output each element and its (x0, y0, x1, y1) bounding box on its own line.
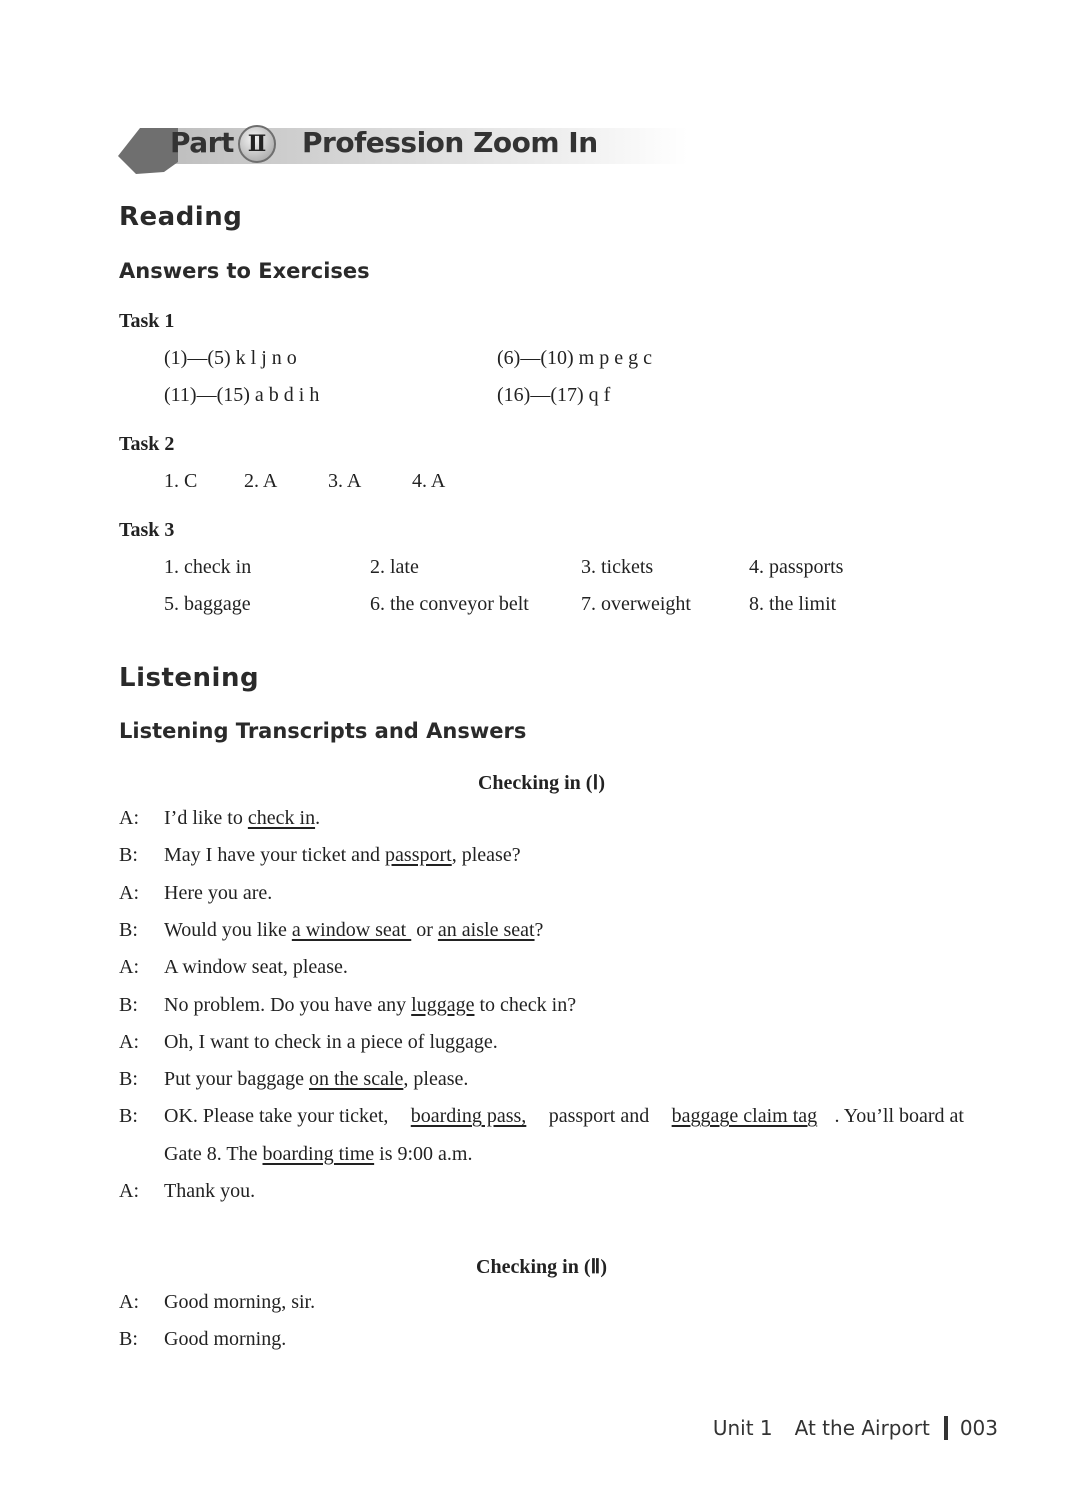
dialog-text: Good morning, sir. (164, 1291, 316, 1313)
footer-page-number: 003 (959, 1416, 998, 1440)
answer-blank: luggage (411, 993, 475, 1016)
dialog-line (164, 1291, 315, 1314)
dialog-text: . (315, 807, 321, 829)
listening-subheading: Listening Transcripts and Answers (119, 719, 527, 743)
answer-blank: boarding time (262, 1142, 375, 1165)
dialog-line (164, 1180, 255, 1203)
dialog-line (164, 882, 272, 905)
dialog-text: Good morning. (164, 1328, 287, 1351)
dialog-text: . You’ll board at (834, 1105, 964, 1128)
speaker-label: A: (119, 956, 139, 979)
dialog-text: to check in? (474, 993, 577, 1016)
dialog-line (164, 919, 543, 942)
dialog-text: passport and (543, 1105, 655, 1128)
dialog-text: or (411, 918, 438, 941)
task3-answer: 6. the conveyor belt (370, 593, 529, 615)
dialog-text: May I have your ticket and (164, 844, 386, 867)
dialog-line (164, 1105, 964, 1128)
reading-subheading: Answers to Exercises (119, 259, 370, 283)
task2-answer: 2. A (244, 470, 278, 492)
answer-blank: a window seat (291, 918, 412, 941)
dialog-line (164, 807, 320, 830)
dialog-title: Checking in (Ⅱ) (476, 1256, 607, 1278)
answer-blank: check in (247, 807, 316, 829)
task2-label: Task 2 (119, 433, 175, 455)
answer-blank: boarding pass, (410, 1105, 527, 1128)
answer-blank: an aisle seat (437, 918, 535, 941)
speaker-label: A: (119, 807, 139, 829)
task1-answer: (1)—(5) k l j n o (164, 347, 297, 369)
speaker-label: A: (119, 1030, 139, 1053)
reading-heading: Reading (119, 202, 243, 232)
task3-answer: 3. tickets (581, 556, 654, 578)
dialog-text: , please? (451, 844, 521, 867)
task1-answer: (16)—(17) q f (497, 384, 611, 406)
banner-title: Profession Zoom In (302, 126, 598, 159)
task3-answer: 8. the limit (749, 593, 837, 615)
speaker-label: B: (119, 1068, 138, 1091)
task1-answer: (11)—(15) a b d i h (164, 384, 320, 406)
dialog-line (164, 844, 521, 867)
dialog-text: Would you like (164, 918, 292, 941)
speaker-label: B: (119, 918, 138, 941)
dialog-line (164, 1031, 498, 1054)
speaker-label: B: (119, 844, 138, 867)
dialog-text: ? (534, 918, 544, 941)
footer-unit-title: At the Airport (794, 1416, 930, 1440)
dialog-text: Gate 8. The (164, 1142, 263, 1165)
dialog-text: OK. Please take your ticket, (164, 1105, 394, 1128)
page-footer (713, 1416, 998, 1440)
footer-divider (944, 1416, 948, 1440)
dialog-line (164, 994, 576, 1017)
banner-tab-shape (118, 122, 178, 178)
task3-answer: 4. passports (749, 556, 844, 578)
task2-answer: 4. A (412, 470, 446, 492)
task2-answer: 1. C (164, 470, 198, 492)
speaker-label: A: (119, 1291, 139, 1313)
dialog-line (164, 956, 348, 979)
banner-part-number: Ⅱ (238, 125, 276, 163)
answer-blank: on the scale (308, 1068, 404, 1091)
task3-answer: 2. late (370, 556, 419, 578)
footer-unit: Unit 1 (712, 1416, 773, 1440)
task3-answer: 7. overweight (581, 593, 691, 615)
speaker-label: B: (119, 1105, 138, 1128)
task1-answer: (6)—(10) m p e g c (497, 347, 652, 369)
dialog-line (164, 1328, 286, 1351)
dialog-text: Thank you. (164, 1180, 256, 1202)
dialog-line (164, 1068, 468, 1091)
task3-answer: 1. check in (164, 556, 252, 578)
listening-heading: Listening (119, 663, 260, 693)
dialog-line (164, 1143, 472, 1166)
task3-answer: 5. baggage (164, 593, 251, 615)
speaker-label: B: (119, 993, 138, 1016)
answer-blank: baggage claim tag (671, 1105, 818, 1128)
speaker-label: A: (119, 1180, 139, 1202)
dialog-text: , please. (403, 1068, 469, 1091)
dialog-text: Oh, I want to check in a piece of luggage. (164, 1030, 498, 1053)
dialog-text: No problem. Do you have any (164, 993, 412, 1016)
speaker-label: B: (119, 1328, 138, 1351)
part-banner (118, 122, 688, 178)
dialog-text: is 9:00 a.m. (374, 1142, 473, 1165)
answer-blank: passport (385, 844, 452, 867)
task1-label: Task 1 (119, 310, 175, 332)
dialog-text: Here you are. (164, 881, 273, 904)
dialog-text: A window seat, please. (164, 956, 348, 979)
task2-answer: 3. A (328, 470, 362, 492)
task3-label: Task 3 (119, 519, 175, 541)
speaker-label: A: (119, 881, 139, 904)
banner-part-label: Part (170, 126, 234, 159)
dialog-title: Checking in (Ⅰ) (477, 772, 606, 794)
dialog-text: I’d like to (164, 807, 248, 829)
dialog-text: Put your baggage (164, 1068, 309, 1091)
